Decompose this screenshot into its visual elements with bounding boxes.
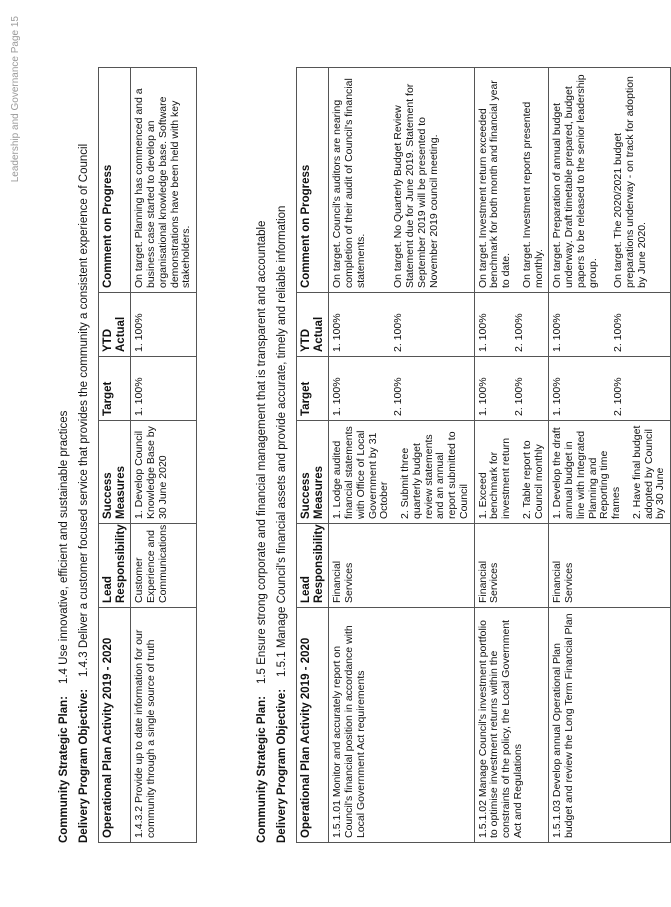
comment-item: On target. Investment reports presented monthly. xyxy=(520,101,545,288)
header-activity: Operational Plan Activity 2019 - 2020 xyxy=(99,608,131,843)
target-item: 1. 100% xyxy=(133,377,146,416)
header-responsibility: Lead Responsibility xyxy=(99,524,131,608)
comment-item: On target. Council's auditors are nearing completion of their audit of Council's financial statements. xyxy=(331,78,367,288)
ytd-item: 2. 100% xyxy=(612,313,625,352)
csp-label: Community Strategic Plan: xyxy=(58,696,70,843)
target-item: 1. 100% xyxy=(476,377,489,416)
ytd-item: 2. 100% xyxy=(392,313,405,352)
measures-cell xyxy=(549,421,671,524)
dpo-label: Delivery Program Objective: xyxy=(276,688,288,843)
measure-item: 2. Submit three quarterly budget review statements and an annual report submitted to Council xyxy=(399,431,470,519)
header-target: Target xyxy=(297,357,329,421)
responsibility-cell: Financial Services xyxy=(474,524,549,608)
csp-line xyxy=(58,68,70,843)
target-cell xyxy=(329,357,474,421)
comment-item: On target. Planning has commenced and a business case started to develop an organisational knowledge base. Software demonstrations have been held with key stakeholders. xyxy=(133,88,193,288)
comment-cell xyxy=(549,68,671,293)
measure-item: 1. Lodge audited financial statements with Office of Local Government by 31 October xyxy=(331,426,391,519)
comment-item: On target. The 2020/2021 budget preparations underway - on track for adoption by June 2020. xyxy=(612,76,648,288)
comment-cell xyxy=(131,68,197,293)
ytd-cell xyxy=(131,293,197,357)
comment-item: On target. Investment return exceeded benchmark for both month and financial year to date. xyxy=(476,80,513,288)
csp-line xyxy=(256,68,268,843)
dpo-line xyxy=(78,68,90,843)
target-item: 1. 100% xyxy=(551,377,564,416)
header-ytd: YTD Actual xyxy=(99,293,131,357)
measures-cell xyxy=(329,421,474,524)
ytd-item: 1. 100% xyxy=(331,313,344,352)
target-item: 2. 100% xyxy=(392,377,405,416)
target-item: 2. 100% xyxy=(612,377,625,416)
measure-item: 1. Develop the draft annual budget in line with Integrated Planning and Reporting time frames xyxy=(551,427,623,519)
section-1-5 xyxy=(256,68,671,843)
activity-cell: 1.5.1.03 Develop annual Operational Plan budget and review the Long Term Financial Plan xyxy=(549,608,671,843)
header-ytd: YTD Actual xyxy=(297,293,329,357)
responsibility-cell: Financial Services xyxy=(329,524,474,608)
activity-table xyxy=(296,67,671,843)
csp-label: Community Strategic Plan: xyxy=(256,696,268,843)
ytd-item: 2. 100% xyxy=(512,313,525,352)
ytd-cell xyxy=(329,293,474,357)
page-footer: Leadership and Governance Page 15 xyxy=(10,16,21,183)
table-header-row xyxy=(99,68,131,843)
comment-cell xyxy=(474,68,549,293)
comment-item: On target. No Quarterly Budget Review Statement due for June 2019. Statement for September 2019 will be presented to November 2019 council meeting. xyxy=(392,83,440,288)
target-item: 2. 100% xyxy=(512,377,525,416)
measure-item: 1. Develop Council Knowledge Base by 30 June 2020 xyxy=(133,426,169,519)
header-activity: Operational Plan Activity 2019 - 2020 xyxy=(297,608,329,843)
table-row xyxy=(329,68,474,843)
target-cell xyxy=(131,357,197,421)
ytd-item: 1. 100% xyxy=(133,313,146,352)
header-measures: Success Measures xyxy=(99,421,131,524)
activity-cell: 1.4.3.2 Provide up to date information for our community through a single source of truth xyxy=(131,608,197,843)
header-responsibility: Lead Responsibility xyxy=(297,524,329,608)
table-row xyxy=(474,68,549,843)
header-comment: Comment on Progress xyxy=(297,68,329,293)
header-target: Target xyxy=(99,357,131,421)
header-comment: Comment on Progress xyxy=(99,68,131,293)
measure-item: 2. Have final budget adopted by Council by 30 June xyxy=(630,425,667,519)
section-1-4 xyxy=(58,68,197,843)
table-row xyxy=(131,68,197,843)
ytd-cell xyxy=(549,293,671,357)
activity-cell: 1.5.1.01 Monitor and accurately report on Council's financial position in accordance with Local Government Act requirements xyxy=(329,608,474,843)
comment-cell xyxy=(329,68,474,293)
responsibility-cell: Financial Services xyxy=(549,524,671,608)
ytd-cell xyxy=(474,293,549,357)
target-cell xyxy=(474,357,549,421)
csp-value: 1.5 Ensure strong corporate and financial management that is transparent and accountable xyxy=(256,220,268,685)
target-cell xyxy=(549,357,671,421)
csp-value: 1.4 Use innovative, efficient and sustainable practices xyxy=(58,410,70,685)
activity-table xyxy=(98,67,197,843)
ytd-item: 1. 100% xyxy=(551,313,564,352)
target-item: 1. 100% xyxy=(331,377,344,416)
dpo-label: Delivery Program Objective: xyxy=(78,688,90,843)
dpo-line xyxy=(276,68,288,843)
activity-cell: 1.5.1.02 Manage Council's investment portfolio to optimise investment returns within the constraints of the policy, the Local Government Act and Regulations xyxy=(474,608,549,843)
measures-cell xyxy=(474,421,549,524)
comment-item: On target. Preparation of annual budget underway. Draft timetable prepared, budget papers to be released to the senior leadership group. xyxy=(551,74,599,288)
dpo-value: 1.5.1 Manage Council's financial assets and provide accurate, timely and reliable information xyxy=(276,205,288,677)
measures-cell xyxy=(131,421,197,524)
table-header-row xyxy=(297,68,329,843)
measure-item: 1. Exceed benchmark for investment return xyxy=(476,437,513,519)
dpo-value: 1.4.3 Deliver a customer focused service that provides the community a consistent experience of Council xyxy=(78,143,90,677)
ytd-item: 1. 100% xyxy=(476,313,489,352)
table-row xyxy=(549,68,671,843)
responsibility-cell: Customer Experience and Communications xyxy=(131,524,197,608)
header-measures: Success Measures xyxy=(297,421,329,524)
measure-item: 2. Table report to Council monthly xyxy=(520,440,545,519)
